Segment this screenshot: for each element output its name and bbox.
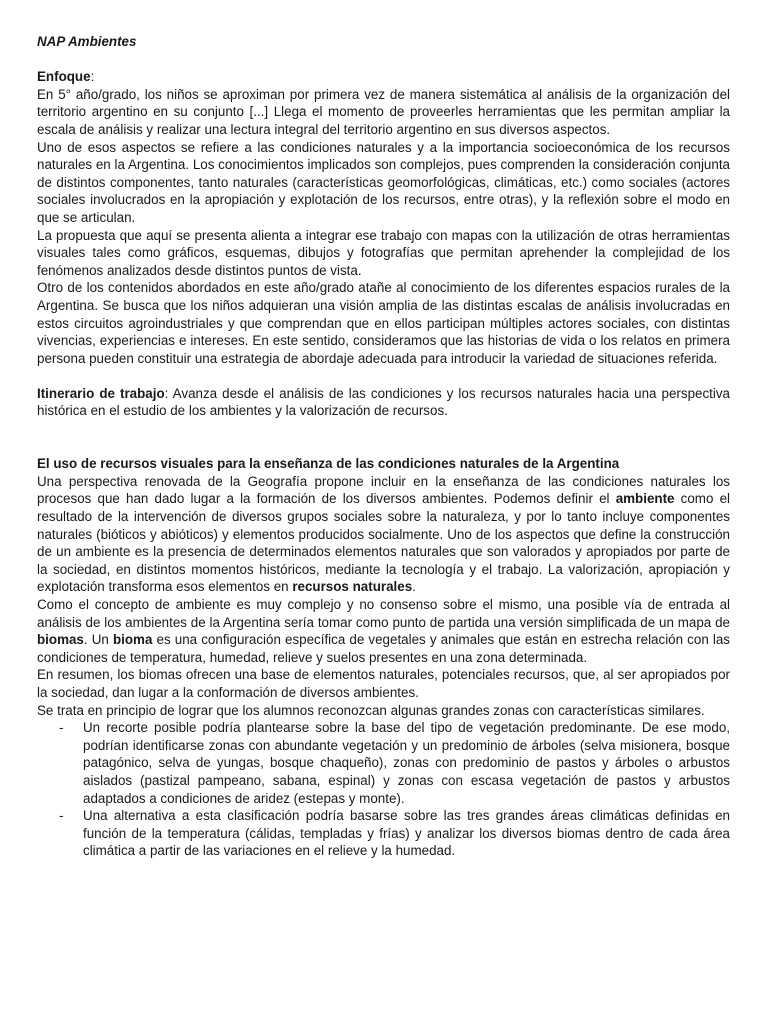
enfoque-colon: :	[90, 69, 95, 85]
enfoque-heading	[37, 68, 730, 86]
paragraph-text: es una configuración específica de vegetales y animales que están en estrecha relación con las condiciones de temperatura, humedad, relieve y suelos presentes en una zona determinada.	[37, 632, 731, 665]
paragraph-text: como el resultado de la intervención de diversos grupos sociales sobre la naturaleza, y por lo tanto incluye componentes naturales (bióticos y abióticos) y elementos producidos socialmente. Uno de los aspectos que define la construcción de un ambiente es la presencia de determinados elementos naturales que son valorados y apropiados por parte de la sociedad, en distintos momentos históricos, mediante la tecnología y el trabajo. La valorización, apropiación y explotación transforma esos elementos en	[37, 491, 730, 595]
dash-bullet: -	[59, 808, 64, 824]
dash-list	[37, 719, 730, 860]
list-item-text: Una alternativa a esta clasificación podría basarse sobre las tres grandes áreas climáticas definidas en función de la temperatura (cálidas, templadas y frías) y analizar los diversos biomas dentro de cada área climática a partir de las variaciones en el relieve y la humedad.	[83, 808, 730, 859]
resumen-paragraph: En resumen, los biomas ofrecen una base de elementos naturales, potenciales recursos, que, al ser apropiados por la sociedad, dan lugar a la conformación de diversos ambientes.	[37, 667, 730, 700]
enfoque-paragraph: Otro de los contenidos abordados en este año/grado atañe al conocimiento de los diferentes espacios rurales de la Argentina. Se busca que los niños adquieran una visión amplia de las distintas escalas de análisis involucradas en estos circuitos agroindustriales y que comprendan que en ellos participan múltiples actores sociales, con distintas vivencias, experiencias e intereses. En este sentido, consideramos que las historias de vida o los relatos en primera persona pueden constituir una estrategia de abordaje adecuada para introducir la variedad de situaciones referida.	[37, 280, 730, 366]
blank-line	[37, 51, 730, 69]
enfoque-paragraph: En 5° año/grado, los niños se aproximan por primera vez de manera sistemática al análisis de la organización del territorio argentino en su conjunto [...] Llega el momento de proveerles herramientas que les permitan ampliar la escala de análisis y realizar una lectura integral del territorio argentino en sus diversos aspectos.	[37, 86, 730, 137]
itinerario-paragraph	[37, 385, 730, 420]
blank-line	[37, 367, 730, 385]
enfoque-paragraph: Uno de esos aspectos se refiere a las condiciones naturales y a la importancia socioeconómica de los recursos naturales en la Argentina. Los conocimientos implicados son complejos, pues comprenden la consideración conjunta de distintos componentes, tanto naturales (características geomorfológicas, climáticas, etc.) como sociales (actores sociales involucrados en la apropiación y explotación de los recursos, entre otras), y la reflexión sobre el modo en que se articulan.	[37, 139, 730, 225]
bioma-paragraph	[37, 596, 730, 666]
list-item	[59, 719, 730, 807]
document-title: NAP Ambientes	[37, 34, 137, 49]
paragraph-text: .	[412, 579, 416, 595]
term-ambiente: ambiente	[615, 491, 675, 507]
ambiente-paragraph	[37, 473, 730, 596]
paragraph-text: Como el concepto de ambiente es muy complejo y no consenso sobre el mismo, una posible vía de entrada al análisis de los ambientes de la Argentina sería tomar como punto de partida una versión simplificada de un mapa de	[37, 597, 730, 630]
enfoque-paragraph: La propuesta que aquí se presenta alienta a integrar ese trabajo con mapas con la utilización de otras herramientas visuales tales como gráficos, esquemas, dibujos y fotografías que permitan aprehender la complejidad de los fenómenos analizados desde distintos puntos de vista.	[37, 227, 730, 278]
term-recursos-naturales: recursos naturales	[292, 579, 413, 595]
itinerario-text: : Avanza desde el análisis de las condiciones y los recursos naturales hacia una perspectiva histórica en el estudio de los ambientes y la valorización de recursos.	[37, 385, 730, 419]
objetivo-paragraph: Se trata en principio de lograr que los alumnos reconozcan algunas grandes zonas con características similares.	[37, 702, 705, 718]
dash-bullet: -	[59, 720, 64, 736]
document-page	[37, 33, 730, 860]
list-item-text: Un recorte posible podría plantearse sobre la base del tipo de vegetación predominante. De ese modo, podrían identificarse zonas con abundante vegetación y un predominio de árboles (selva misionera, bosque patagónico, selva de yungas, bosque chaqueño), zonas con predominio de pastos y árboles o arbustos aislados (pastizal pampeano, sabana, espinal) y zonas con escasa vegetación de pastos y arbustos adaptados a condiciones de aridez (estepas y monte).	[83, 720, 730, 806]
list-item	[59, 807, 730, 860]
section-heading: El uso de recursos visuales para la enseñanza de las condiciones naturales de la Argentina	[37, 456, 620, 472]
term-bioma: bioma	[112, 632, 153, 648]
paragraph-text: . Un	[83, 632, 113, 648]
enfoque-label: Enfoque	[37, 69, 91, 85]
itinerario-label: Itinerario de trabajo	[37, 385, 165, 401]
term-biomas: biomas	[37, 632, 84, 648]
paragraph-text: Una perspectiva renovada de la Geografía propone incluir en la enseñanza de las condiciones naturales los procesos que han dado lugar a la formación de los diversos ambientes. Podemos definir el	[37, 473, 730, 507]
blank-line	[37, 420, 730, 455]
